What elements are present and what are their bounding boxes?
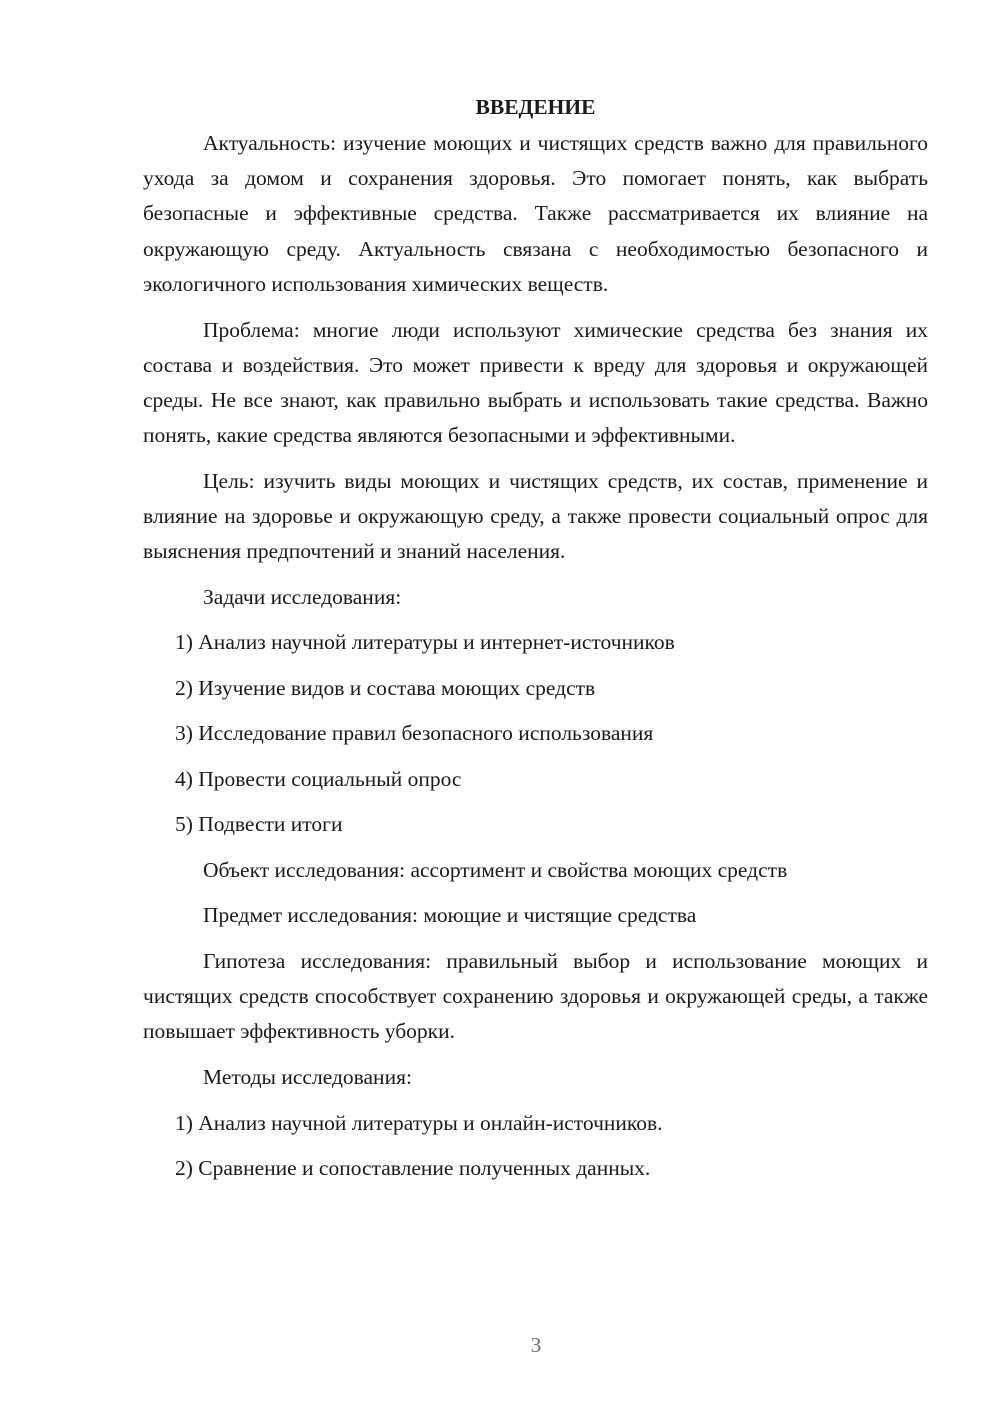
task-item: 5) Подвести итоги — [175, 812, 343, 837]
task-item: 1) Анализ научной литературы и интернет-источников — [175, 630, 675, 655]
method-item: 2) Сравнение и сопоставление полученных данных. — [175, 1156, 651, 1181]
hypothesis-paragraph: Гипотеза исследования: правильный выбор и использование моющих и чистящих средств способствует сохранению здоровья и окружающей среды, а также повышает эффективность уборки. — [143, 948, 928, 1044]
subject-line: Предмет исследования: моющие и чистящие средства — [203, 903, 697, 928]
relevance-paragraph: Актуальность: изучение моющих и чистящих средств важно для правильного ухода за домом и сохранения здоровья. Это помогает понять, как выбрать безопасные и эффективные средства. Также рассматривается их влияние на окружающую среду. Актуальность связана с необходимостью безопасного и экологичного использования химических веществ. — [143, 131, 928, 296]
task-item: 4) Провести социальный опрос — [175, 766, 462, 791]
methods-list — [143, 1106, 928, 1187]
tasks-heading: Задачи исследования: — [203, 584, 402, 609]
object-line: Объект исследования: ассортимент и свойства моющих средств — [203, 857, 788, 882]
task-item: 3) Исследование правил безопасного использования — [175, 721, 654, 746]
task-item: 2) Изучение видов и состава моющих средств — [175, 675, 596, 700]
methods-heading: Методы исследования: — [203, 1065, 412, 1090]
document-page — [143, 90, 928, 1197]
page-number: 3 — [530, 1333, 542, 1357]
section-title: ВВЕДЕНИЕ — [475, 95, 596, 119]
problem-paragraph: Проблема: многие люди используют химические средства без знания их состава и воздействия. Это может привести к вреду для здоровья и окружающей среды. Не все знают, как правильно выбрать и использовать такие средства. Важно понять, какие средства являются безопасными и эффективными. — [143, 317, 928, 448]
method-item: 1) Анализ научной литературы и онлайн-источников. — [175, 1110, 663, 1135]
goal-paragraph: Цель: изучить виды моющих и чистящих средств, их состав, применение и влияние на здоровье и окружающую среду, а также провести социальный опрос для выяснения предпочтений и знаний населения. — [143, 468, 928, 564]
tasks-list — [143, 625, 928, 842]
